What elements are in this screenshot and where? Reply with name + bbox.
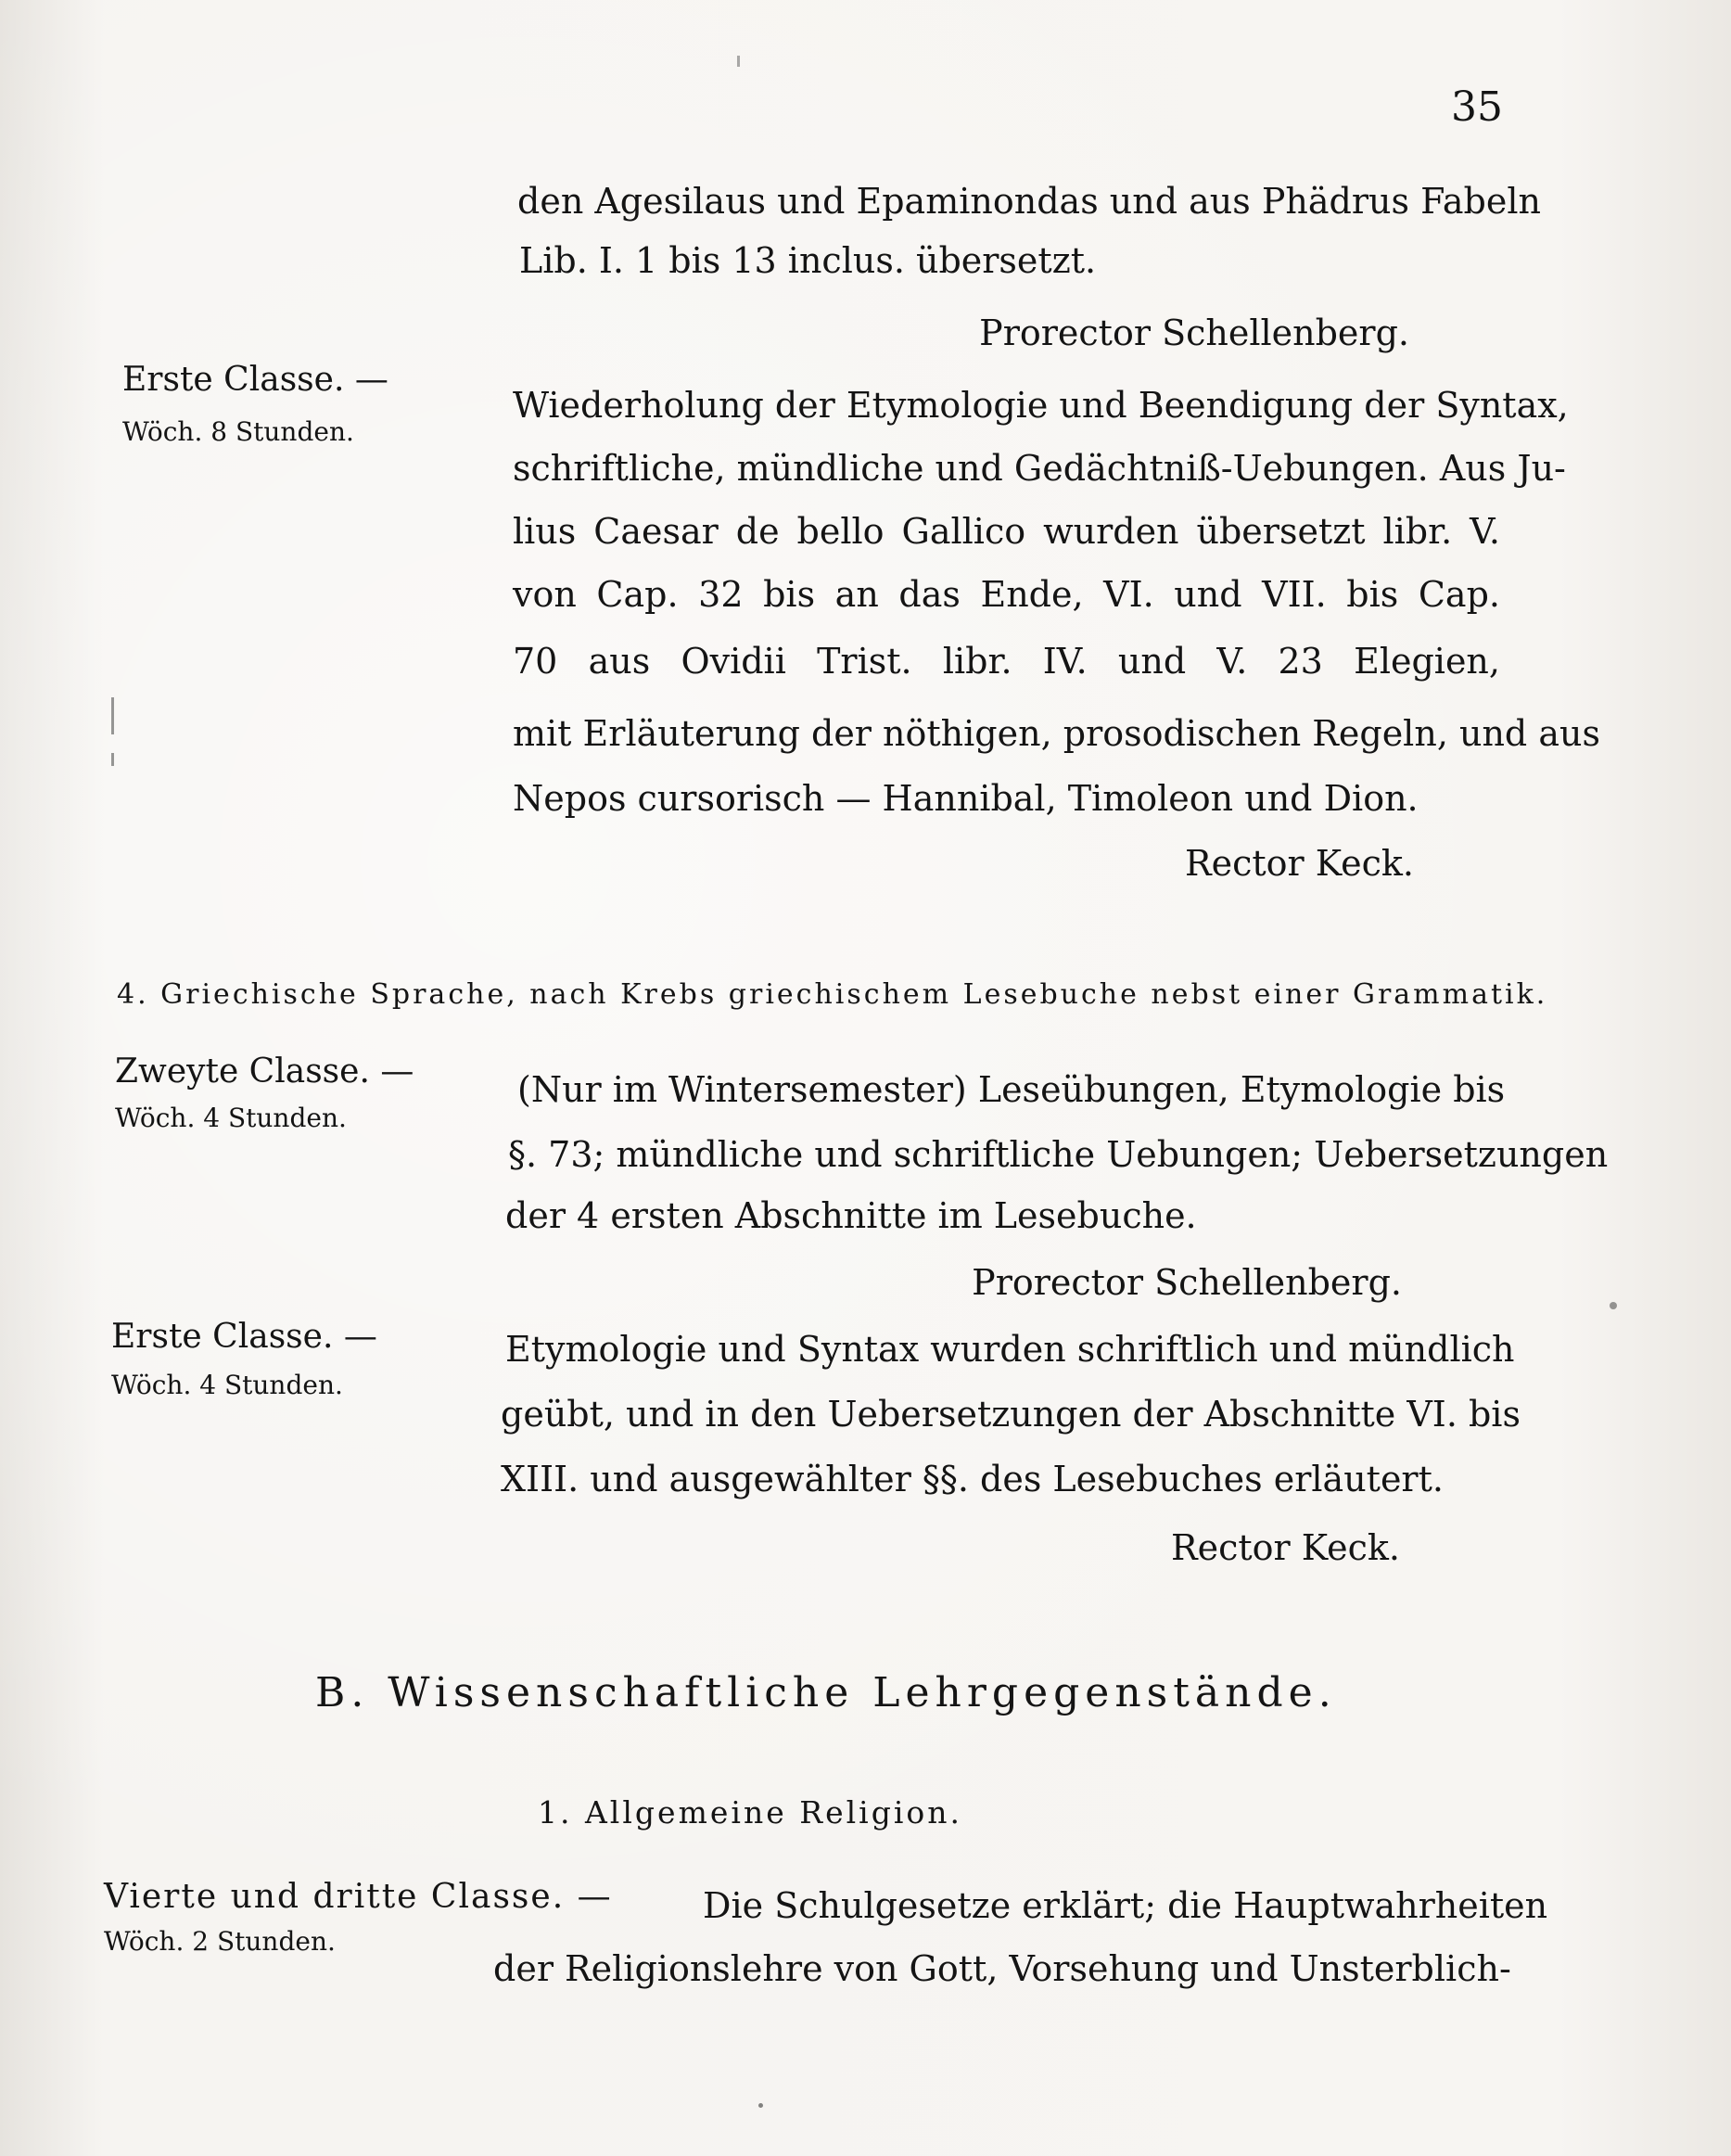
body-line: 70 aus Ovidii Trist. libr. IV. und V. 23 Elegien,	[513, 641, 1500, 682]
body-line: geübt, und in den Uebersetzungen der Abschnitte VI. bis	[501, 1394, 1521, 1435]
class-label: Vierte und dritte Classe. —	[104, 1878, 613, 1916]
hours-label: Wöch. 4 Stunden.	[115, 1103, 347, 1133]
body-line: schriftliche, mündliche und Gedächtniß-Uebungen. Aus Ju-	[513, 448, 1566, 489]
page-number: 35	[1451, 83, 1503, 131]
hours-label: Wöch. 8 Stunden.	[122, 416, 354, 447]
scan-speck	[758, 2103, 763, 2108]
part-heading: B. Wissenschaftliche Lehrgegenstände.	[315, 1669, 1337, 1716]
signature: Prorector Schellenberg.	[979, 313, 1409, 353]
body-line: §. 73; mündliche und schriftliche Uebungen; Uebersetzungen	[508, 1134, 1609, 1175]
hours-label: Wöch. 4 Stunden.	[111, 1370, 343, 1400]
body-line: XIII. und ausgewählter §§. des Lesebuches erläutert.	[501, 1459, 1444, 1499]
body-line: Etymologie und Syntax wurden schriftlich und mündlich	[505, 1329, 1515, 1370]
signature: Rector Keck.	[1170, 1527, 1400, 1568]
scan-speck	[737, 56, 740, 67]
body-line: mit Erläuterung der nöthigen, prosodischen Regeln, und aus	[513, 713, 1600, 754]
body-line: von Cap. 32 bis an das Ende, VI. und VII. bis Cap.	[513, 574, 1500, 615]
body-line: Lib. I. 1 bis 13 inclus. übersetzt.	[519, 240, 1097, 281]
body-line: Die Schulgesetze erklärt; die Hauptwahrheiten	[703, 1885, 1548, 1926]
body-line: Wiederholung der Etymologie und Beendigung der Syntax,	[513, 385, 1569, 426]
body-line: den Agesilaus und Epaminondas und aus Phädrus Fabeln	[517, 181, 1541, 222]
class-label: Erste Classe. —	[111, 1318, 377, 1356]
body-line: der 4 ersten Abschnitte im Lesebuche.	[505, 1195, 1197, 1236]
section-heading: 4. Griechische Sprache, nach Krebs griechischem Lesebuche nebst einer Grammatik.	[117, 978, 1548, 1011]
body-line: der Religionslehre von Gott, Vorsehung und Unsterblich-	[493, 1948, 1511, 1989]
class-label: Erste Classe. —	[122, 361, 388, 399]
sub-heading: 1. Allgemeine Religion.	[538, 1794, 962, 1831]
scan-speck	[111, 697, 114, 734]
scan-speck	[1610, 1302, 1617, 1309]
hours-label: Wöch. 2 Stunden.	[104, 1926, 336, 1957]
body-line: lius Caesar de bello Gallico wurden übersetzt libr. V.	[513, 511, 1500, 552]
signature: Prorector Schellenberg.	[972, 1262, 1402, 1303]
body-line: (Nur im Wintersemester) Leseübungen, Etymologie bis	[517, 1069, 1506, 1110]
scan-speck	[111, 753, 114, 766]
signature: Rector Keck.	[1184, 843, 1414, 884]
class-label: Zweyte Classe. —	[115, 1052, 414, 1091]
body-line: Nepos cursorisch — Hannibal, Timoleon und Dion.	[513, 778, 1419, 819]
